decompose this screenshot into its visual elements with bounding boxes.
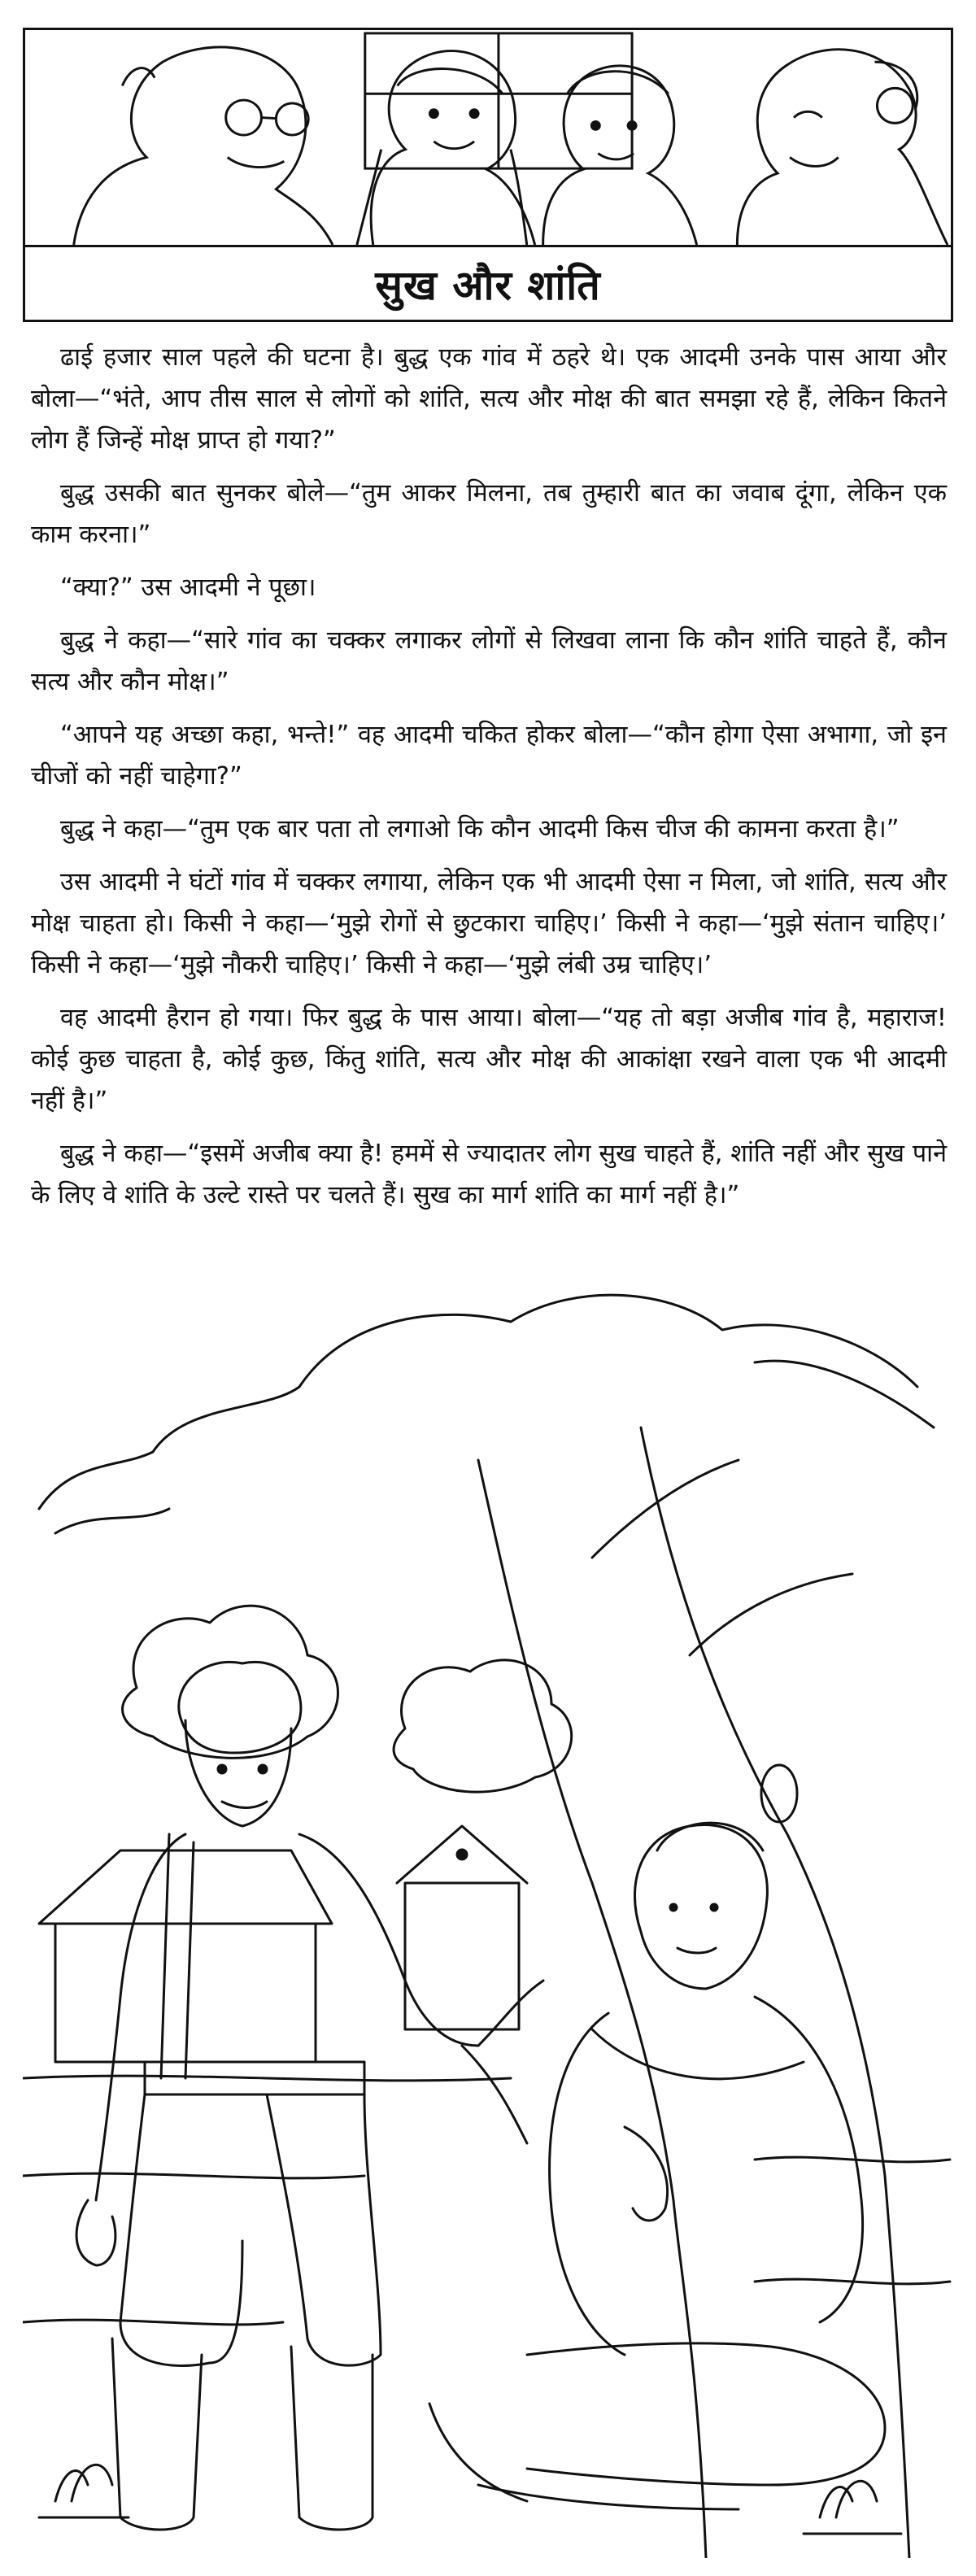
header-drawing <box>25 30 951 245</box>
story-body <box>31 337 947 1227</box>
story-title: सुख और शांति <box>375 261 601 309</box>
header-illustration <box>23 28 953 247</box>
story-paragraph: बुद्ध उसकी बात सुनकर बोले—“तुम आकर मिलना, तब तुम्हारी बात का जवाब दूंगा, लेकिन एक काम करना।” <box>31 479 947 549</box>
story-paragraph: बुद्ध ने कहा—“इसमें अजीब क्या है! हममें से ज्यादातर लोग सुख चाहते हैं, शांति नहीं और सुख पाने के लिए वे शांति के उल्टे रास्ते पर चलते हैं। सुख का मार्ग शांति का मार्ग नहीं है।” <box>31 1140 947 1210</box>
story-paragraph: “आपने यह अच्छा कहा, भन्ते!” वह आदमी चकित होकर बोला—“कौन होगा ऐसा अभागा, जो इन चीजों को नहीं चाहेगा?” <box>31 721 947 791</box>
story-paragraph: उस आदमी ने घंटों गांव में चक्कर लगाया, लेकिन एक भी आदमी ऐसा न मिला, जो शांति, सत्य और मोक्ष चाहता हो। किसी ने कहा—‘मुझे रोगों से छुटकारा चाहिए।’ किसी ने कहा—‘मुझे संतान चाहिए।’ किसी ने कहा—‘मुझे नौकरी चाहिए।’ किसी ने कहा—‘मुझे लंबी उम्र चाहिए।’ <box>31 868 947 979</box>
story-paragraph: “क्या?” उस आदमी ने पूछा। <box>60 573 316 602</box>
story-paragraph: वह आदमी हैरान हो गया। फिर बुद्ध के पास आया। बोला—“यह तो बड़ा अजीब गांव है, महाराज! कोई कुछ चाहता है, कोई कुछ, किंतु शांति, सत्य और मोक्ष की आकांक्षा रखने वाला एक भी आदमी नहीं है।” <box>31 1004 947 1115</box>
story-paragraph: ढाई हजार साल पहले की घटना है। बुद्ध एक गांव में ठहरे थे। एक आदमी उनके पास आया और बोला—“भंते, आप तीस साल से लोगों को शांति, सत्य और मोक्ष की बात समझा रहे हैं, लेकिन कितने लोग हैं जिन्हें मोक्ष प्राप्त हो गया?” <box>31 343 947 455</box>
story-paragraph: बुद्ध ने कहा—“सारे गांव का चक्कर लगाकर लोगों से लिखवा लाना कि कौन शांति चाहते हैं, कौन सत्य और कौन मोक्ष।” <box>31 626 947 696</box>
villager-and-buddha-drawing <box>23 1265 953 2558</box>
story-illustration <box>23 1265 953 2558</box>
story-paragraph: बुद्ध ने कहा—“तुम एक बार पता तो लगाओ कि कौन आदमी किस चीज की कामना करता है।” <box>60 815 900 843</box>
title-box <box>23 247 953 322</box>
